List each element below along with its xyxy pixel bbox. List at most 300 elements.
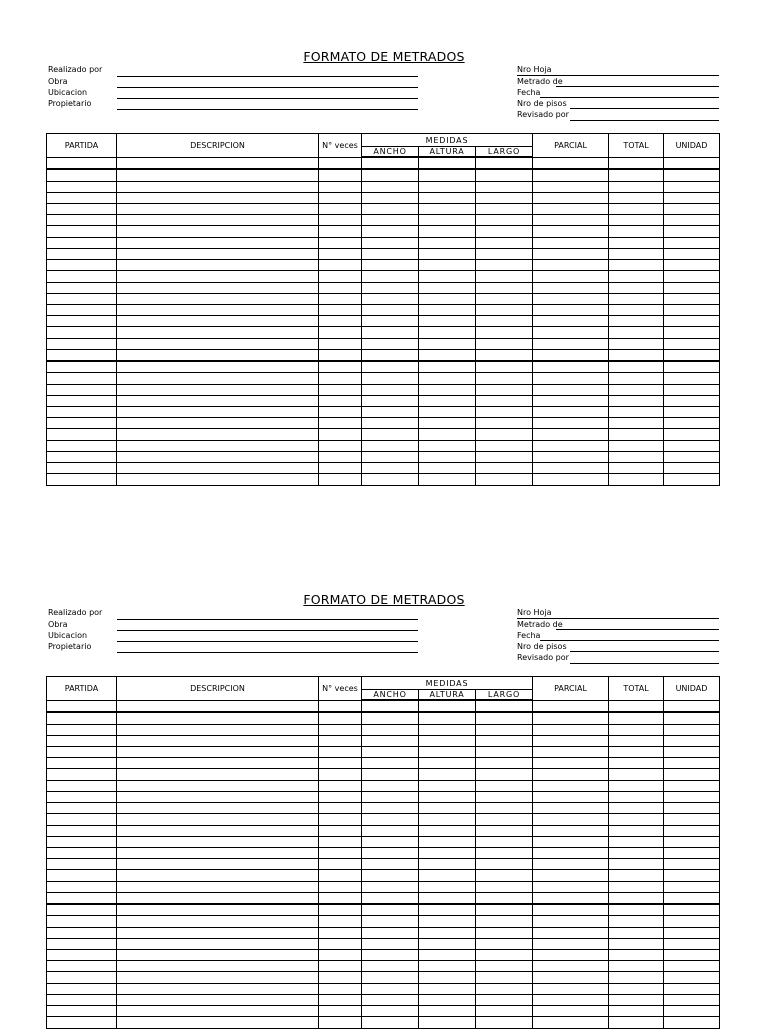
table-cell[interactable]	[47, 248, 117, 259]
field-line-revisado-por[interactable]	[570, 120, 719, 121]
table-cell[interactable]	[609, 327, 664, 338]
table-cell[interactable]	[319, 983, 362, 994]
table-cell[interactable]	[664, 814, 720, 825]
table-cell[interactable]	[664, 712, 720, 724]
table-cell[interactable]	[47, 735, 117, 746]
table-cell[interactable]	[533, 961, 609, 972]
table-cell[interactable]	[319, 814, 362, 825]
table-cell[interactable]	[319, 282, 362, 293]
table-cell[interactable]	[319, 237, 362, 248]
table-cell[interactable]	[117, 994, 319, 1005]
table-cell[interactable]	[533, 440, 609, 451]
table-cell[interactable]	[419, 712, 476, 724]
table-cell[interactable]	[664, 204, 720, 215]
table-cell[interactable]	[117, 349, 319, 361]
table-cell[interactable]	[664, 700, 720, 712]
table-cell[interactable]	[533, 1006, 609, 1017]
table-cell[interactable]	[117, 407, 319, 418]
table-cell[interactable]	[609, 260, 664, 271]
table-cell[interactable]	[609, 892, 664, 904]
table-cell[interactable]	[362, 349, 419, 361]
table-cell[interactable]	[319, 735, 362, 746]
table-cell[interactable]	[117, 791, 319, 802]
table-cell[interactable]	[47, 451, 117, 462]
table-cell[interactable]	[664, 429, 720, 440]
table-cell[interactable]	[117, 735, 319, 746]
table-cell[interactable]	[362, 204, 419, 215]
field-line-propietario[interactable]	[117, 109, 418, 110]
table-cell[interactable]	[609, 304, 664, 315]
field-line-ubicacion[interactable]	[117, 98, 418, 99]
table-cell[interactable]	[476, 215, 533, 226]
table-cell[interactable]	[362, 373, 419, 384]
table-cell[interactable]	[664, 836, 720, 847]
table-cell[interactable]	[362, 881, 419, 892]
table-cell[interactable]	[609, 316, 664, 327]
table-cell[interactable]	[117, 316, 319, 327]
table-cell[interactable]	[117, 373, 319, 384]
table-cell[interactable]	[664, 972, 720, 983]
table-cell[interactable]	[362, 463, 419, 474]
table-cell[interactable]	[664, 349, 720, 361]
table-cell[interactable]	[362, 712, 419, 724]
table-cell[interactable]	[609, 157, 664, 169]
table-cell[interactable]	[533, 451, 609, 462]
table-cell[interactable]	[362, 803, 419, 814]
table-cell[interactable]	[362, 700, 419, 712]
table-cell[interactable]	[117, 440, 319, 451]
table-cell[interactable]	[476, 950, 533, 961]
table-cell[interactable]	[476, 724, 533, 735]
table-cell[interactable]	[362, 440, 419, 451]
table-cell[interactable]	[117, 904, 319, 916]
table-cell[interactable]	[419, 429, 476, 440]
table-cell[interactable]	[664, 181, 720, 192]
table-cell[interactable]	[476, 271, 533, 282]
table-cell[interactable]	[664, 215, 720, 226]
table-cell[interactable]	[609, 927, 664, 938]
table-cell[interactable]	[476, 938, 533, 949]
table-cell[interactable]	[476, 463, 533, 474]
table-cell[interactable]	[117, 950, 319, 961]
table-cell[interactable]	[476, 712, 533, 724]
table-cell[interactable]	[609, 961, 664, 972]
table-cell[interactable]	[117, 700, 319, 712]
table-cell[interactable]	[533, 972, 609, 983]
table-cell[interactable]	[664, 735, 720, 746]
table-cell[interactable]	[362, 181, 419, 192]
table-cell[interactable]	[419, 904, 476, 916]
table-cell[interactable]	[419, 870, 476, 881]
table-cell[interactable]	[533, 836, 609, 847]
table-cell[interactable]	[362, 1017, 419, 1029]
table-cell[interactable]	[609, 451, 664, 462]
table-cell[interactable]	[319, 916, 362, 927]
table-cell[interactable]	[533, 780, 609, 791]
table-cell[interactable]	[319, 226, 362, 237]
table-cell[interactable]	[362, 950, 419, 961]
table-cell[interactable]	[362, 916, 419, 927]
table-cell[interactable]	[476, 769, 533, 780]
table-cell[interactable]	[664, 916, 720, 927]
field-line-propietario[interactable]	[117, 652, 418, 653]
table-cell[interactable]	[419, 881, 476, 892]
table-cell[interactable]	[419, 327, 476, 338]
table-cell[interactable]	[117, 803, 319, 814]
table-cell[interactable]	[47, 1006, 117, 1017]
table-cell[interactable]	[319, 463, 362, 474]
table-cell[interactable]	[419, 1006, 476, 1017]
table-cell[interactable]	[319, 157, 362, 169]
table-cell[interactable]	[609, 859, 664, 870]
table-cell[interactable]	[47, 226, 117, 237]
table-cell[interactable]	[476, 181, 533, 192]
table-cell[interactable]	[319, 440, 362, 451]
table-cell[interactable]	[362, 859, 419, 870]
table-cell[interactable]	[533, 712, 609, 724]
table-cell[interactable]	[419, 373, 476, 384]
table-cell[interactable]	[664, 961, 720, 972]
table-cell[interactable]	[476, 440, 533, 451]
table-cell[interactable]	[362, 972, 419, 983]
table-cell[interactable]	[476, 825, 533, 836]
table-cell[interactable]	[419, 1017, 476, 1029]
table-cell[interactable]	[609, 384, 664, 395]
table-cell[interactable]	[533, 769, 609, 780]
table-cell[interactable]	[533, 384, 609, 395]
table-cell[interactable]	[419, 384, 476, 395]
table-cell[interactable]	[664, 192, 720, 203]
table-cell[interactable]	[319, 395, 362, 406]
table-cell[interactable]	[117, 384, 319, 395]
table-cell[interactable]	[47, 282, 117, 293]
table-cell[interactable]	[362, 938, 419, 949]
table-cell[interactable]	[47, 825, 117, 836]
table-cell[interactable]	[117, 1017, 319, 1029]
table-cell[interactable]	[609, 916, 664, 927]
table-cell[interactable]	[362, 994, 419, 1005]
table-cell[interactable]	[476, 870, 533, 881]
table-cell[interactable]	[664, 950, 720, 961]
table-cell[interactable]	[117, 304, 319, 315]
table-cell[interactable]	[533, 373, 609, 384]
table-cell[interactable]	[664, 157, 720, 169]
table-cell[interactable]	[533, 304, 609, 315]
table-cell[interactable]	[609, 204, 664, 215]
table-cell[interactable]	[117, 395, 319, 406]
table-cell[interactable]	[117, 204, 319, 215]
table-cell[interactable]	[117, 972, 319, 983]
table-cell[interactable]	[419, 440, 476, 451]
table-cell[interactable]	[419, 803, 476, 814]
table-cell[interactable]	[319, 859, 362, 870]
table-cell[interactable]	[47, 892, 117, 904]
table-cell[interactable]	[362, 282, 419, 293]
table-cell[interactable]	[533, 237, 609, 248]
table-cell[interactable]	[476, 418, 533, 429]
table-cell[interactable]	[117, 814, 319, 825]
table-cell[interactable]	[609, 780, 664, 791]
field-line-realizado-por[interactable]	[117, 76, 418, 77]
table-cell[interactable]	[533, 418, 609, 429]
table-cell[interactable]	[609, 712, 664, 724]
table-cell[interactable]	[419, 724, 476, 735]
table-cell[interactable]	[419, 814, 476, 825]
table-cell[interactable]	[362, 747, 419, 758]
table-cell[interactable]	[319, 204, 362, 215]
table-cell[interactable]	[47, 271, 117, 282]
table-cell[interactable]	[533, 758, 609, 769]
table-cell[interactable]	[419, 248, 476, 259]
table-cell[interactable]	[117, 282, 319, 293]
table-cell[interactable]	[533, 983, 609, 994]
table-cell[interactable]	[47, 192, 117, 203]
table-cell[interactable]	[362, 395, 419, 406]
table-cell[interactable]	[362, 825, 419, 836]
table-cell[interactable]	[117, 780, 319, 791]
table-cell[interactable]	[117, 429, 319, 440]
table-cell[interactable]	[47, 395, 117, 406]
table-cell[interactable]	[419, 157, 476, 169]
table-cell[interactable]	[362, 226, 419, 237]
table-cell[interactable]	[419, 260, 476, 271]
table-cell[interactable]	[664, 1017, 720, 1029]
table-cell[interactable]	[117, 338, 319, 349]
table-cell[interactable]	[419, 994, 476, 1005]
table-cell[interactable]	[319, 169, 362, 181]
table-cell[interactable]	[319, 429, 362, 440]
table-cell[interactable]	[609, 338, 664, 349]
field-line-metrado-de[interactable]	[556, 86, 719, 87]
table-cell[interactable]	[47, 373, 117, 384]
table-cell[interactable]	[609, 271, 664, 282]
table-cell[interactable]	[609, 293, 664, 304]
table-cell[interactable]	[419, 271, 476, 282]
table-cell[interactable]	[419, 395, 476, 406]
table-cell[interactable]	[609, 373, 664, 384]
table-cell[interactable]	[47, 972, 117, 983]
table-cell[interactable]	[533, 282, 609, 293]
table-cell[interactable]	[319, 384, 362, 395]
table-cell[interactable]	[476, 803, 533, 814]
table-cell[interactable]	[664, 825, 720, 836]
table-cell[interactable]	[47, 938, 117, 949]
table-cell[interactable]	[117, 836, 319, 847]
table-cell[interactable]	[117, 181, 319, 192]
table-cell[interactable]	[664, 373, 720, 384]
table-cell[interactable]	[47, 712, 117, 724]
table-cell[interactable]	[476, 192, 533, 203]
table-cell[interactable]	[47, 791, 117, 802]
table-cell[interactable]	[609, 395, 664, 406]
table-cell[interactable]	[609, 994, 664, 1005]
table-cell[interactable]	[362, 724, 419, 735]
table-cell[interactable]	[609, 429, 664, 440]
table-cell[interactable]	[533, 293, 609, 304]
table-cell[interactable]	[476, 735, 533, 746]
table-cell[interactable]	[609, 407, 664, 418]
table-cell[interactable]	[609, 1017, 664, 1029]
table-cell[interactable]	[476, 169, 533, 181]
table-cell[interactable]	[609, 282, 664, 293]
table-cell[interactable]	[319, 1006, 362, 1017]
table-cell[interactable]	[664, 384, 720, 395]
table-cell[interactable]	[117, 451, 319, 462]
table-cell[interactable]	[533, 735, 609, 746]
table-cell[interactable]	[476, 994, 533, 1005]
table-cell[interactable]	[117, 327, 319, 338]
table-cell[interactable]	[533, 474, 609, 486]
table-cell[interactable]	[47, 157, 117, 169]
table-cell[interactable]	[47, 293, 117, 304]
table-cell[interactable]	[419, 463, 476, 474]
table-cell[interactable]	[609, 758, 664, 769]
table-cell[interactable]	[117, 215, 319, 226]
table-cell[interactable]	[664, 791, 720, 802]
table-cell[interactable]	[476, 747, 533, 758]
table-cell[interactable]	[533, 215, 609, 226]
table-cell[interactable]	[419, 769, 476, 780]
table-cell[interactable]	[664, 327, 720, 338]
table-cell[interactable]	[476, 904, 533, 916]
table-cell[interactable]	[362, 338, 419, 349]
field-line-realizado-por[interactable]	[117, 619, 418, 620]
table-cell[interactable]	[117, 169, 319, 181]
table-cell[interactable]	[319, 881, 362, 892]
table-cell[interactable]	[362, 983, 419, 994]
table-cell[interactable]	[117, 747, 319, 758]
table-cell[interactable]	[664, 769, 720, 780]
table-cell[interactable]	[476, 927, 533, 938]
table-cell[interactable]	[362, 327, 419, 338]
table-cell[interactable]	[362, 248, 419, 259]
table-cell[interactable]	[609, 983, 664, 994]
table-cell[interactable]	[362, 384, 419, 395]
table-cell[interactable]	[533, 271, 609, 282]
table-cell[interactable]	[533, 429, 609, 440]
table-cell[interactable]	[47, 316, 117, 327]
table-cell[interactable]	[609, 440, 664, 451]
table-cell[interactable]	[117, 859, 319, 870]
table-cell[interactable]	[664, 338, 720, 349]
table-cell[interactable]	[476, 836, 533, 847]
table-cell[interactable]	[476, 349, 533, 361]
table-cell[interactable]	[609, 950, 664, 961]
table-cell[interactable]	[362, 1006, 419, 1017]
table-cell[interactable]	[664, 260, 720, 271]
table-cell[interactable]	[47, 983, 117, 994]
table-cell[interactable]	[362, 304, 419, 315]
table-cell[interactable]	[319, 972, 362, 983]
table-cell[interactable]	[476, 327, 533, 338]
table-cell[interactable]	[47, 927, 117, 938]
table-cell[interactable]	[362, 215, 419, 226]
table-cell[interactable]	[362, 293, 419, 304]
table-cell[interactable]	[47, 204, 117, 215]
table-cell[interactable]	[533, 916, 609, 927]
table-cell[interactable]	[533, 169, 609, 181]
table-cell[interactable]	[533, 724, 609, 735]
table-cell[interactable]	[533, 803, 609, 814]
table-cell[interactable]	[117, 192, 319, 203]
table-cell[interactable]	[609, 938, 664, 949]
table-cell[interactable]	[609, 904, 664, 916]
table-cell[interactable]	[117, 938, 319, 949]
table-cell[interactable]	[47, 769, 117, 780]
table-cell[interactable]	[664, 474, 720, 486]
table-cell[interactable]	[47, 747, 117, 758]
table-cell[interactable]	[476, 1006, 533, 1017]
table-cell[interactable]	[419, 983, 476, 994]
table-cell[interactable]	[533, 881, 609, 892]
table-cell[interactable]	[609, 814, 664, 825]
table-cell[interactable]	[362, 769, 419, 780]
table-cell[interactable]	[362, 758, 419, 769]
table-cell[interactable]	[664, 440, 720, 451]
table-cell[interactable]	[319, 361, 362, 373]
field-line-revisado-por[interactable]	[570, 663, 719, 664]
table-cell[interactable]	[319, 215, 362, 226]
table-cell[interactable]	[476, 248, 533, 259]
table-cell[interactable]	[664, 859, 720, 870]
table-cell[interactable]	[476, 384, 533, 395]
table-cell[interactable]	[47, 440, 117, 451]
field-line-nro-de-pisos[interactable]	[570, 651, 719, 652]
table-cell[interactable]	[476, 780, 533, 791]
table-cell[interactable]	[319, 271, 362, 282]
table-cell[interactable]	[47, 994, 117, 1005]
table-cell[interactable]	[609, 870, 664, 881]
table-cell[interactable]	[664, 282, 720, 293]
table-cell[interactable]	[47, 904, 117, 916]
table-cell[interactable]	[609, 237, 664, 248]
table-cell[interactable]	[533, 747, 609, 758]
table-cell[interactable]	[419, 349, 476, 361]
table-cell[interactable]	[47, 961, 117, 972]
table-cell[interactable]	[47, 724, 117, 735]
table-cell[interactable]	[319, 836, 362, 847]
table-cell[interactable]	[664, 463, 720, 474]
field-line-fecha[interactable]	[540, 97, 719, 98]
table-cell[interactable]	[47, 407, 117, 418]
table-cell[interactable]	[47, 304, 117, 315]
table-cell[interactable]	[533, 181, 609, 192]
table-cell[interactable]	[362, 157, 419, 169]
table-cell[interactable]	[664, 169, 720, 181]
table-cell[interactable]	[533, 791, 609, 802]
table-cell[interactable]	[476, 892, 533, 904]
table-cell[interactable]	[319, 950, 362, 961]
table-cell[interactable]	[533, 814, 609, 825]
table-cell[interactable]	[609, 215, 664, 226]
table-cell[interactable]	[476, 282, 533, 293]
table-cell[interactable]	[609, 192, 664, 203]
table-cell[interactable]	[319, 181, 362, 192]
table-cell[interactable]	[47, 463, 117, 474]
table-cell[interactable]	[609, 972, 664, 983]
table-cell[interactable]	[419, 304, 476, 315]
table-cell[interactable]	[362, 474, 419, 486]
table-cell[interactable]	[476, 859, 533, 870]
table-cell[interactable]	[117, 758, 319, 769]
table-cell[interactable]	[664, 316, 720, 327]
table-cell[interactable]	[419, 859, 476, 870]
table-cell[interactable]	[362, 418, 419, 429]
table-cell[interactable]	[533, 994, 609, 1005]
table-cell[interactable]	[533, 1017, 609, 1029]
table-cell[interactable]	[476, 881, 533, 892]
table-cell[interactable]	[476, 758, 533, 769]
